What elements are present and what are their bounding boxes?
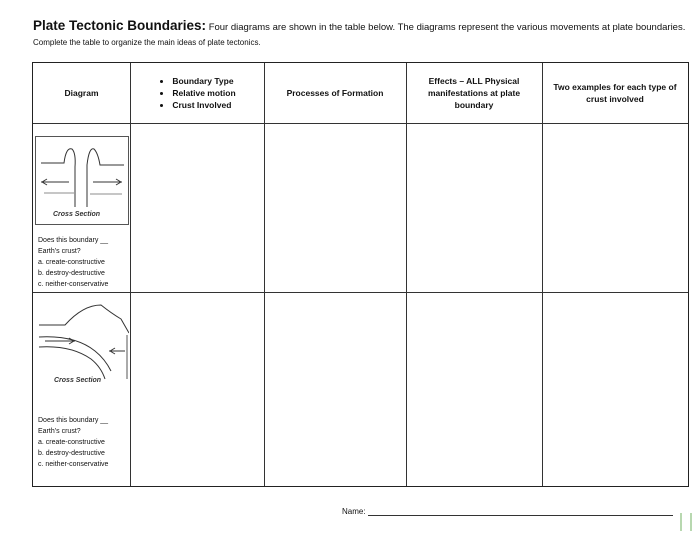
bullet-boundary-type: • Boundary Type (172, 75, 235, 87)
instructions-text: Complete the table to organize the main ideas of plate tectonics. (33, 38, 261, 47)
boundary-question (38, 235, 108, 290)
page-edge-marker (680, 513, 692, 531)
option-destroy: b. destroy-destructive (38, 450, 105, 457)
question-line: Does this boundary __ (38, 417, 109, 424)
column-divider (542, 63, 543, 486)
intro-text: Four diagrams are shown in the table below. The diagrams represent the various movements at plate boundaries. (208, 22, 686, 33)
boundaries-table (32, 62, 689, 487)
row-divider (33, 292, 688, 293)
option-create: a. create-constructive (38, 439, 105, 446)
option-neither: c. neither-conservative (38, 461, 109, 468)
question-line: Earth’s crust? (38, 428, 81, 435)
boundary-question (38, 415, 108, 470)
page-title: Plate Tectonic Boundaries: (33, 18, 207, 33)
option-destroy: b. destroy-destructive (38, 270, 105, 277)
bullet-crust-involved: • Crust Involved (172, 99, 235, 111)
column-divider (130, 63, 131, 486)
question-line: Earth’s crust? (38, 248, 81, 255)
name-field[interactable] (342, 506, 673, 516)
header-diagram: Diagram (64, 88, 99, 98)
name-underline (368, 506, 673, 516)
option-neither: c. neither-conservative (38, 281, 109, 288)
column-divider (406, 63, 407, 486)
diagram-caption: Cross Section (53, 211, 101, 218)
row-divider (33, 123, 688, 124)
header-processes: Processes of Formation (286, 88, 384, 98)
bullet-relative-motion: • Relative motion (172, 87, 235, 99)
header-examples: Two examples for each type of crust involved (553, 82, 677, 104)
question-line: Does this boundary __ (38, 237, 109, 244)
diagram-caption: Cross Section (54, 377, 102, 384)
name-label: Name: (342, 507, 366, 516)
page-title-line (33, 19, 693, 35)
header-boundary-type (130, 63, 264, 123)
header-effects: Effects – ALL Physical manifestations at plate boundary (427, 76, 521, 110)
option-create: a. create-constructive (38, 259, 105, 266)
column-divider (264, 63, 265, 486)
